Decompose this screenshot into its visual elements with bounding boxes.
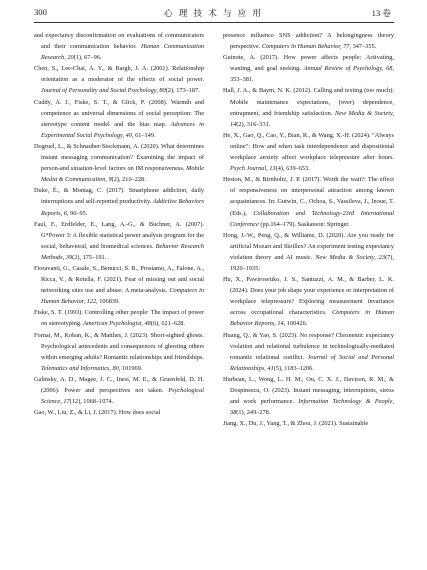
reference-source: Journal of Personality and Social Psychology, 80	[41, 87, 166, 95]
reference-text: presence influence SNS addiction? A belongingness theory perspective.	[223, 32, 394, 51]
reference-column-left	[34, 30, 204, 568]
reference-source: Behavior Research Methods, 39	[41, 242, 204, 261]
reference-text: Fornai, M., Koban, K., & Matthes, J. (2023). Short-sighted ghosts. Psychological antecedents and consequences of ghosting others within emerging adults? Romantic relationships and friendships.	[34, 331, 204, 361]
reference-pages: , 106839.	[96, 298, 120, 306]
journal-title: 心 理 技 术 与 应 用	[163, 8, 264, 18]
reference-pages: , 100426.	[283, 320, 308, 328]
reference-text: Fiske, S. T. (1993). Controlling other people: The impact of power on stereotyping.	[34, 309, 204, 328]
reference-source: New Media & Society, 23	[315, 253, 386, 261]
reference-pages: (2), 173–187.	[165, 87, 200, 95]
reference-text: Dogruel, L., & Schnauber-Stockmann, A. (2020). What determines instant messaging communication? Examining the impact of person-and situation-level factors on IM responsiveness.	[34, 142, 204, 173]
reference-entry	[223, 130, 394, 174]
reference-entry	[223, 330, 394, 374]
reference-source: Human Communication Research, 20	[41, 43, 204, 62]
reference-text: Chen, S., Lee-Chai, A. Y., & Bargh, J. A. (2001). Relationship orientation as a moderator of the effects of social power.	[34, 65, 204, 84]
reference-text: Guinote, A. (2017). How power affects people: Activating, wanting, and goal seeking.	[223, 54, 394, 73]
reference-entry	[223, 52, 394, 85]
header-rule	[34, 22, 394, 23]
page-header	[0, 0, 427, 24]
reference-text: Hurbean, L., Wong, L. H. M., Ou, C. X. J., Davison, R. M., & Dospinescu, O. (2023). Instant messaging, interruptions, stress and work performance.	[223, 375, 394, 406]
reference-source: Addictive Behaviors Reports, 6	[41, 198, 204, 217]
volume-label: 13 卷	[371, 8, 391, 18]
reference-entry	[34, 185, 204, 218]
reference-text: Gao, W., Liu, Z., & Li, J. (2017). How does social	[34, 409, 161, 417]
reference-text: Faul, F., Erdfelder, E., Lang, A.-G., & Buchner, A. (2007). G*Power 3: A flexible statistical power analysis program for the social, behavioral, and biomedical sciences.	[34, 220, 204, 250]
reference-pages: , 101969.	[118, 364, 143, 372]
reference-text: Galinsky, A. D., Magee, J. C., Inesi, M. E., & Gruenfeld, D. H. (2006). Power and perspectives not taken.	[34, 375, 204, 394]
reference-source: New Media & Society, 14	[230, 109, 394, 128]
reference-entry	[223, 418, 394, 429]
reference-pages: (2), 175–191.	[72, 253, 107, 261]
reference-source: Information Technology & People, 38	[230, 398, 394, 417]
reference-entry	[34, 63, 204, 96]
reference-text: Duke, É., & Montag, C. (2017). Smartphone addiction, daily interruptions and self-reported productivity.	[34, 187, 204, 206]
reference-source: Computers in Human Behavior Reports, 14	[230, 309, 394, 328]
reference-entry	[34, 263, 204, 307]
reference-entry	[34, 407, 204, 418]
reference-source: Mobile Media & Communication, 9	[41, 165, 204, 184]
reference-entry	[223, 30, 394, 52]
reference-text: Cuddy, A. J., Fiske, S. T., & Glick, P. (2008). Warmth and competence as universal dimensions of social perception: The stereotype content model and the bias map.	[34, 98, 204, 128]
reference-pages: , 90–95.	[66, 209, 88, 217]
reference-source: American Psychologist, 48	[83, 320, 151, 328]
reference-pages: (pp.164–179). Saskatoon: Springer.	[258, 220, 350, 228]
reference-entry	[34, 307, 204, 329]
reference-entry	[34, 330, 204, 374]
reference-text: He, X., Gao, Q., Cao, Y., Bian, R., & Wang, X.-H. (2024). "Always online": How and when task interdependence and dispositional workplace anxiety affect workplace telepressure after hours.	[223, 131, 394, 162]
reference-source: Journal of Social and Personal Relationships, 41	[230, 353, 394, 372]
reference-source: Collaboration and Technology-23rd International Conference	[230, 209, 394, 228]
reference-source: Psychological Science, 17	[41, 387, 204, 406]
reference-text: Heston, M., & Birnholtz, J. P. (2017). Worth the wait?: The effect of responsiveness on interpersonal attraction among known acquaintances. In: Gutwin, C., Ochoa, S., Vassileva, J., Inoue, T. (Eds.),	[223, 176, 394, 217]
reference-pages: (2), 316–331.	[236, 120, 271, 128]
reference-pages: , 353–381.	[230, 65, 394, 84]
reference-source: Advances in Experimental Social Psychology, 40	[41, 120, 204, 139]
reference-text: Jiang, X., Du, J., Yang, T., & Zhou, J. (2021). Sustainable	[223, 420, 369, 428]
reference-entry	[223, 274, 394, 329]
reference-pages: (1), 67–96.	[73, 54, 102, 62]
reference-pages: (4), 639–653.	[275, 165, 310, 173]
reference-source: Annual Review of Psychology, 68	[303, 65, 393, 73]
reference-entry	[223, 230, 394, 274]
reference-pages: (6), 621–628.	[150, 320, 185, 328]
reference-entry	[223, 85, 394, 129]
reference-text: Fioravanti, G., Casale, S., Benucci, S. B., Prostamo, A., Falone, A., Ricca, V., & Rotella, F. (2021). Fear of missing out and social networking sites use and abuse: A meta-analysis.	[34, 264, 204, 295]
reference-source: Telematics and Informatics, 80	[41, 364, 119, 372]
reference-text: and expectancy disconfirmation on evaluations of communicators and their communication behavior.	[34, 32, 204, 51]
reference-pages: (5), 1183–1206.	[273, 364, 314, 372]
reference-source: Computers in Human Behavior, 77	[261, 43, 350, 51]
reference-pages: (12), 1068–1074.	[69, 398, 114, 406]
reference-source: Computers in Human Behavior, 122	[41, 287, 204, 306]
reference-entry	[223, 174, 394, 229]
reference-text: Huang, Q., & Yao, S. (2023). No response? Chronemic expectancy violation and relational turbulence in technologically-mediated romantic relational conflict.	[223, 331, 394, 361]
reference-entry	[34, 97, 204, 141]
reference-entry	[34, 374, 204, 407]
reference-text: Hong, J.-W., Peng, Q., & Williams, D. (2020). Are you ready for artificial Mozart and Skrillex? An experiment testing expectancy violation theory and AI music.	[223, 231, 394, 261]
reference-pages: (2), 210–228.	[111, 176, 146, 184]
reference-text: Hu, X., Pawirosetiko, J. S., Santuzzi, A. M., & Barber, L. K. (2024). Does your job shape your experience or interpretation of workplace telepressure? Exploring measurement invariance across occupational characteristics.	[223, 276, 394, 317]
page-number: 300	[34, 7, 47, 17]
reference-entry	[34, 219, 204, 263]
reference-entry	[34, 30, 204, 63]
reference-source: Psych Journal, 13	[230, 165, 276, 173]
reference-column-right	[223, 30, 394, 568]
reference-pages: , 61–149.	[131, 131, 156, 139]
reference-pages: , 347–355.	[349, 43, 377, 51]
reference-pages: (1), 249–278.	[236, 409, 271, 417]
reference-text: Hall, J. A., & Baym, N. K. (2012). Calling and texting (too much): Mobile maintenance expectations, (over) dependence, entrapment, and friendship satisfaction.	[223, 87, 394, 117]
reference-pages: (7), 1920–1935.	[230, 253, 394, 272]
reference-entry	[34, 141, 204, 185]
reference-entry	[223, 374, 394, 418]
